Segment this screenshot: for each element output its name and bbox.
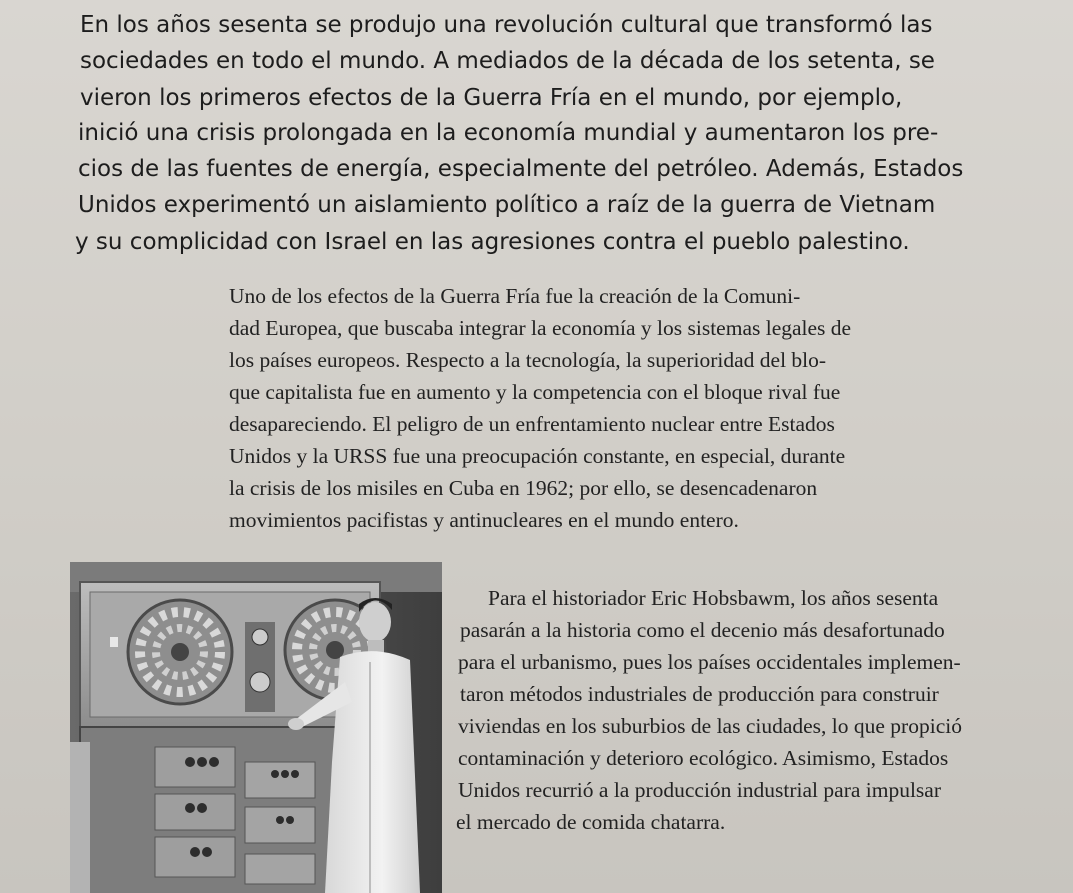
text-line: Unidos recurrió a la producción industrial para impulsar: [458, 778, 942, 802]
text-line: Unidos experimentó un aislamiento político a raíz de la guerra de Vietnam: [78, 192, 936, 218]
paragraph-hobsbawm: [452, 580, 1073, 850]
text-line: los países europeos. Respecto a la tecnología, la superioridad del blo-: [229, 348, 827, 372]
text-line: movimientos pacifistas y antinucleares en el mundo entero.: [229, 508, 739, 532]
text-line: el mercado de comida chatarra.: [456, 810, 726, 834]
text-line: para el urbanismo, pues los países occidentales implemen-: [458, 650, 961, 674]
text-line: pasarán a la historia como el decenio más desafortunado: [460, 618, 945, 642]
text-line: En los años sesenta se produjo una revolución cultural que transformó las: [80, 12, 933, 38]
text-line: cios de las fuentes de energía, especialmente del petróleo. Además, Estados: [78, 156, 964, 182]
text-line: viviendas en los suburbios de las ciudades, lo que propició: [458, 714, 962, 738]
paragraph-cultural-revolution: [75, 6, 1073, 276]
text-line: y su complicidad con Israel en las agresiones contra el pueblo palestino.: [75, 229, 910, 255]
text-line: Uno de los efectos de la Guerra Fría fue la creación de la Comuni-: [229, 284, 801, 308]
text-line: dad Europea, que buscaba integrar la economía y los sistemas legales de: [229, 316, 852, 340]
text-line: contaminación y deterioro ecológico. Asimismo, Estados: [458, 746, 949, 770]
text-line: la crisis de los misiles en Cuba en 1962; por ello, se desencadenaron: [229, 476, 818, 500]
text-line: que capitalista fue en aumento y la competencia con el bloque rival fue: [229, 380, 841, 404]
text-line: inició una crisis prolongada en la economía mundial y aumentaron los pre-: [78, 120, 939, 146]
paragraph-cold-war-effects: [229, 280, 989, 540]
text-line: vieron los primeros efectos de la Guerra Fría en el mundo, por ejemplo,: [80, 85, 903, 111]
text-line: taron métodos industriales de producción para construir: [460, 682, 939, 706]
text-line: Para el historiador Eric Hobsbawm, los años sesenta: [488, 586, 939, 610]
tape-computer-photo: [70, 562, 442, 893]
text-line: Unidos y la URSS fue una preocupación constante, en especial, durante: [229, 444, 846, 468]
text-line: desapareciendo. El peligro de un enfrentamiento nuclear entre Estados: [229, 412, 835, 436]
text-line: sociedades en todo el mundo. A mediados de la década de los setenta, se: [80, 48, 935, 74]
